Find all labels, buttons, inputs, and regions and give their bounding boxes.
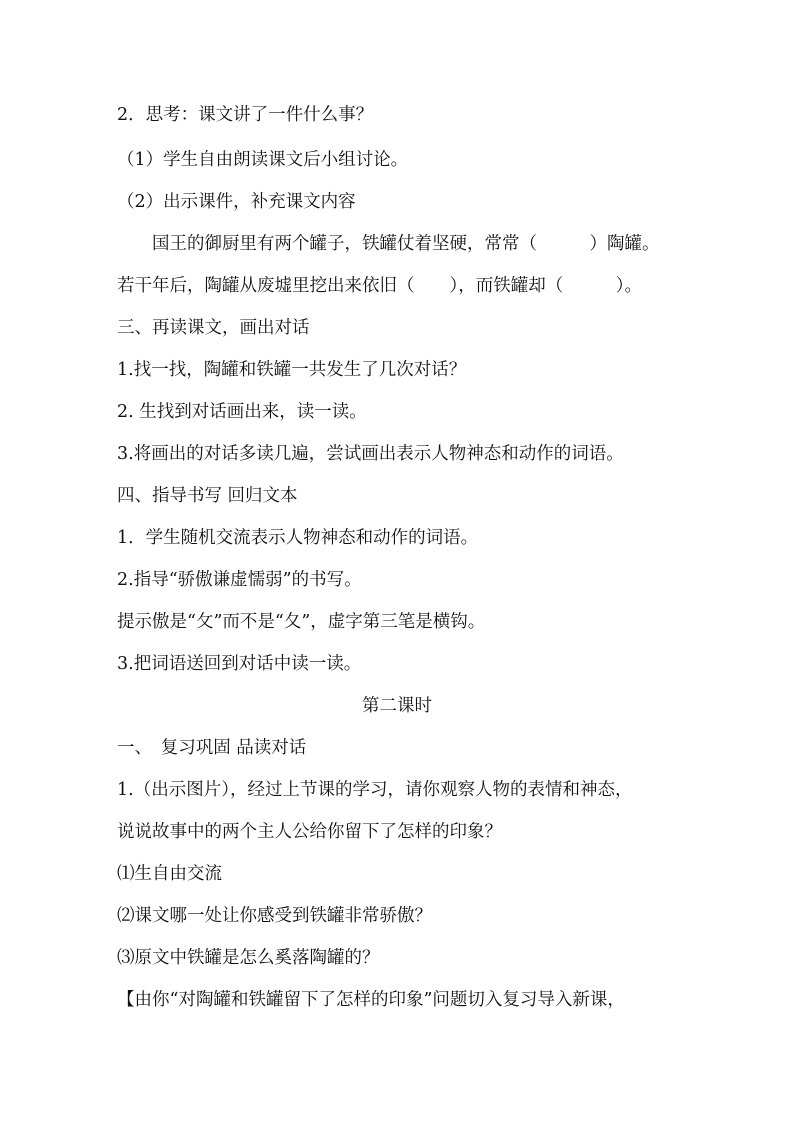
lesson-title: 第二课时 xyxy=(362,696,432,716)
sub-item: ⑶原文中铁罐是怎么奚落陶罐的？ xyxy=(117,948,380,968)
question-heading: 2．思考：课文讲了一件什么事？ xyxy=(117,105,374,125)
list-item: 3.把词语送回到对话中读一读。 xyxy=(117,654,362,674)
design-note: 【由你“对陶罐和铁罐留下了怎样的印象”问题切入复习导入新课， xyxy=(117,990,625,1010)
note-text: 提示傲是“攵”而不是“夂”，虚字第三笔是横钩。 xyxy=(117,612,486,632)
section-heading: 四、指导书写 回归文本 xyxy=(117,486,298,506)
list-item: 2.指导“骄傲谦虚懦弱”的书写。 xyxy=(117,570,362,590)
list-item: 1．学生随机交流表示人物神态和动作的词语。 xyxy=(117,528,479,548)
fill-blank-sentence: 国王的御厨里有两个罐子，铁罐仗着坚硬，常常（ ）陶罐。 xyxy=(152,234,660,254)
step-item: （2）出示课件，补充课文内容 xyxy=(117,192,356,212)
fill-blank-sentence: 若干年后，陶罐从废墟里挖出来依旧（ ），而铁罐却（ ）。 xyxy=(117,276,642,296)
sub-item: ⑴生自由交流 xyxy=(117,864,222,884)
section-heading: 三、再读课文，画出对话 xyxy=(117,318,310,338)
section-heading: 一、 复习巩固 品读对话 xyxy=(117,738,307,758)
list-item: 3.将画出的对话多读几遍，尝试画出表示人物神态和动作的词语。 xyxy=(117,444,624,464)
sub-item: ⑵课文哪一处让你感受到铁罐非常骄傲？ xyxy=(117,906,432,926)
paragraph-continuation: 说说故事中的两个主人公给你留下了怎样的印象？ xyxy=(117,822,502,842)
list-item: 2. 生找到对话画出来，读一读。 xyxy=(117,402,367,422)
list-item: 1.找一找，陶罐和铁罐一共发生了几次对话？ xyxy=(117,360,467,380)
list-item: 1.（出示图片），经过上节课的学习，请你观察人物的表情和神态， xyxy=(117,780,633,800)
step-item: （1）学生自由朗读课文后小组讨论。 xyxy=(117,150,409,170)
